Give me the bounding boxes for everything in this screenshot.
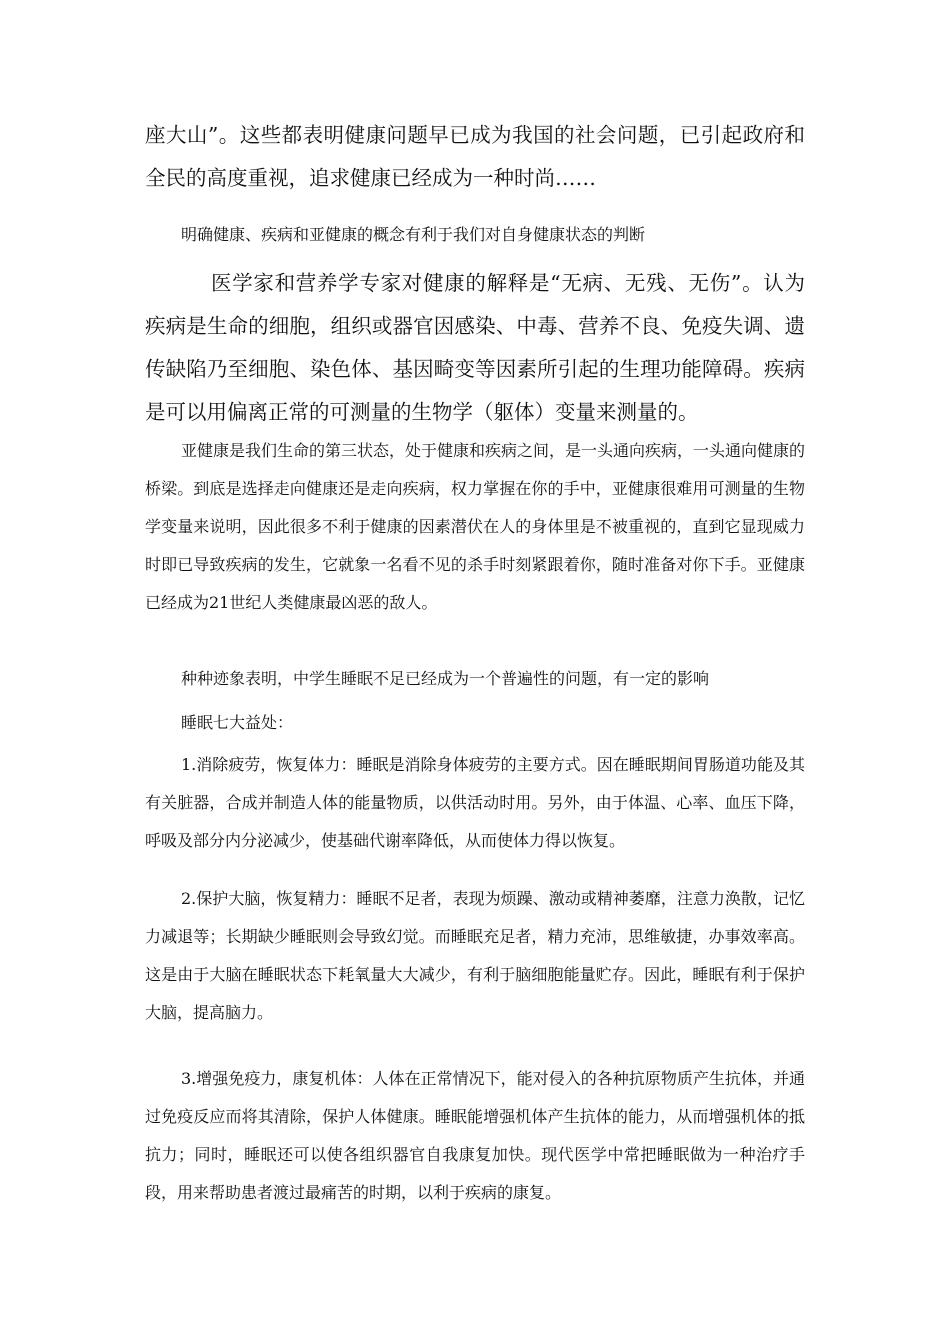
paragraph-subhealth: 亚健康是我们生命的第三状态，处于健康和疾病之间，是一头通向疾病，一头通向健康的桥梁。到底是选择走向健康还是走向疾病，权力掌握在你的手中，亚健康很难用可测量的生物学变量来说明，因此很多不利于健康的因素潜伏在人的身体里是不被重视的，直到它显现威力时即已导致疾病的发生，它就象一名看不见的杀手时刻紧跟着你，随时准备对你下手。亚健康已经成为21世纪人类健康最凶恶的敌人。 <box>145 441 806 612</box>
paragraph-sleep-deficiency: 种种迹象表明，中学生睡眠不足已经成为一个普遍性的问题，有一定的影响 <box>181 669 710 688</box>
paragraph-health-definition: 医学家和营养学专家对健康的解释是“无病、无残、无伤”。认为疾病是生命的细胞，组织或器官因感染、中毒、营养不良、免疫失调、遗传缺陷乃至细胞、染色体、基因畸变等因素所引起的生理功能障碍。疾病是可以用偏离正常的可测量的生物学（躯体）变量来测量的。 <box>145 271 805 424</box>
paragraph-benefit-2: 2.保护大脑，恢复精力：睡眠不足者，表现为烦躁、激动或精神萎靡，注意力涣散，记忆力减退等；长期缺少睡眠则会导致幻觉。而睡眠充足者，精力充沛，思维敏捷，办事效率高。这是由于大脑在睡眠状态下耗氧量大大减少，有利于脑细胞能量贮存。因此，睡眠有利于保护大脑，提高脑力。 <box>145 889 805 1022</box>
paragraph-benefit-1: 1.消除疲劳，恢复体力：睡眠是消除身体疲劳的主要方式。因在睡眠期间胃肠道功能及其有关脏器，合成并制造人体的能量物质，以供活动时用。另外，由于体温、心率、血压下降，呼吸及部分内分泌减少，使基础代谢率降低，从而使体力得以恢复。 <box>145 755 805 850</box>
paragraph-sleep-benefits-title: 睡眠七大益处： <box>181 713 294 732</box>
paragraph-benefit-3: 3.增强免疫力，康复机体：人体在正常情况下，能对侵入的各种抗原物质产生抗体，并通过免疫反应而将其清除，保护人体健康。睡眠能增强机体产生抗体的能力，从而增强机体的抵抗力；同时，睡眠还可以使各组织器官自我康复加快。现代医学中常把睡眠做为一种治疗手段，用来帮助患者渡过最痛苦的时期，以利于疾病的康复。 <box>145 1069 805 1202</box>
paragraph-concepts-heading: 明确健康、疾病和亚健康的概念有利于我们对自身健康状态的判断 <box>181 225 646 244</box>
paragraph-social-issue: 座大山”。这些都表明健康问题早已成为我国的社会问题，已引起政府和全民的高度重视，追求健康已经成为一种时尚…… <box>145 123 805 190</box>
